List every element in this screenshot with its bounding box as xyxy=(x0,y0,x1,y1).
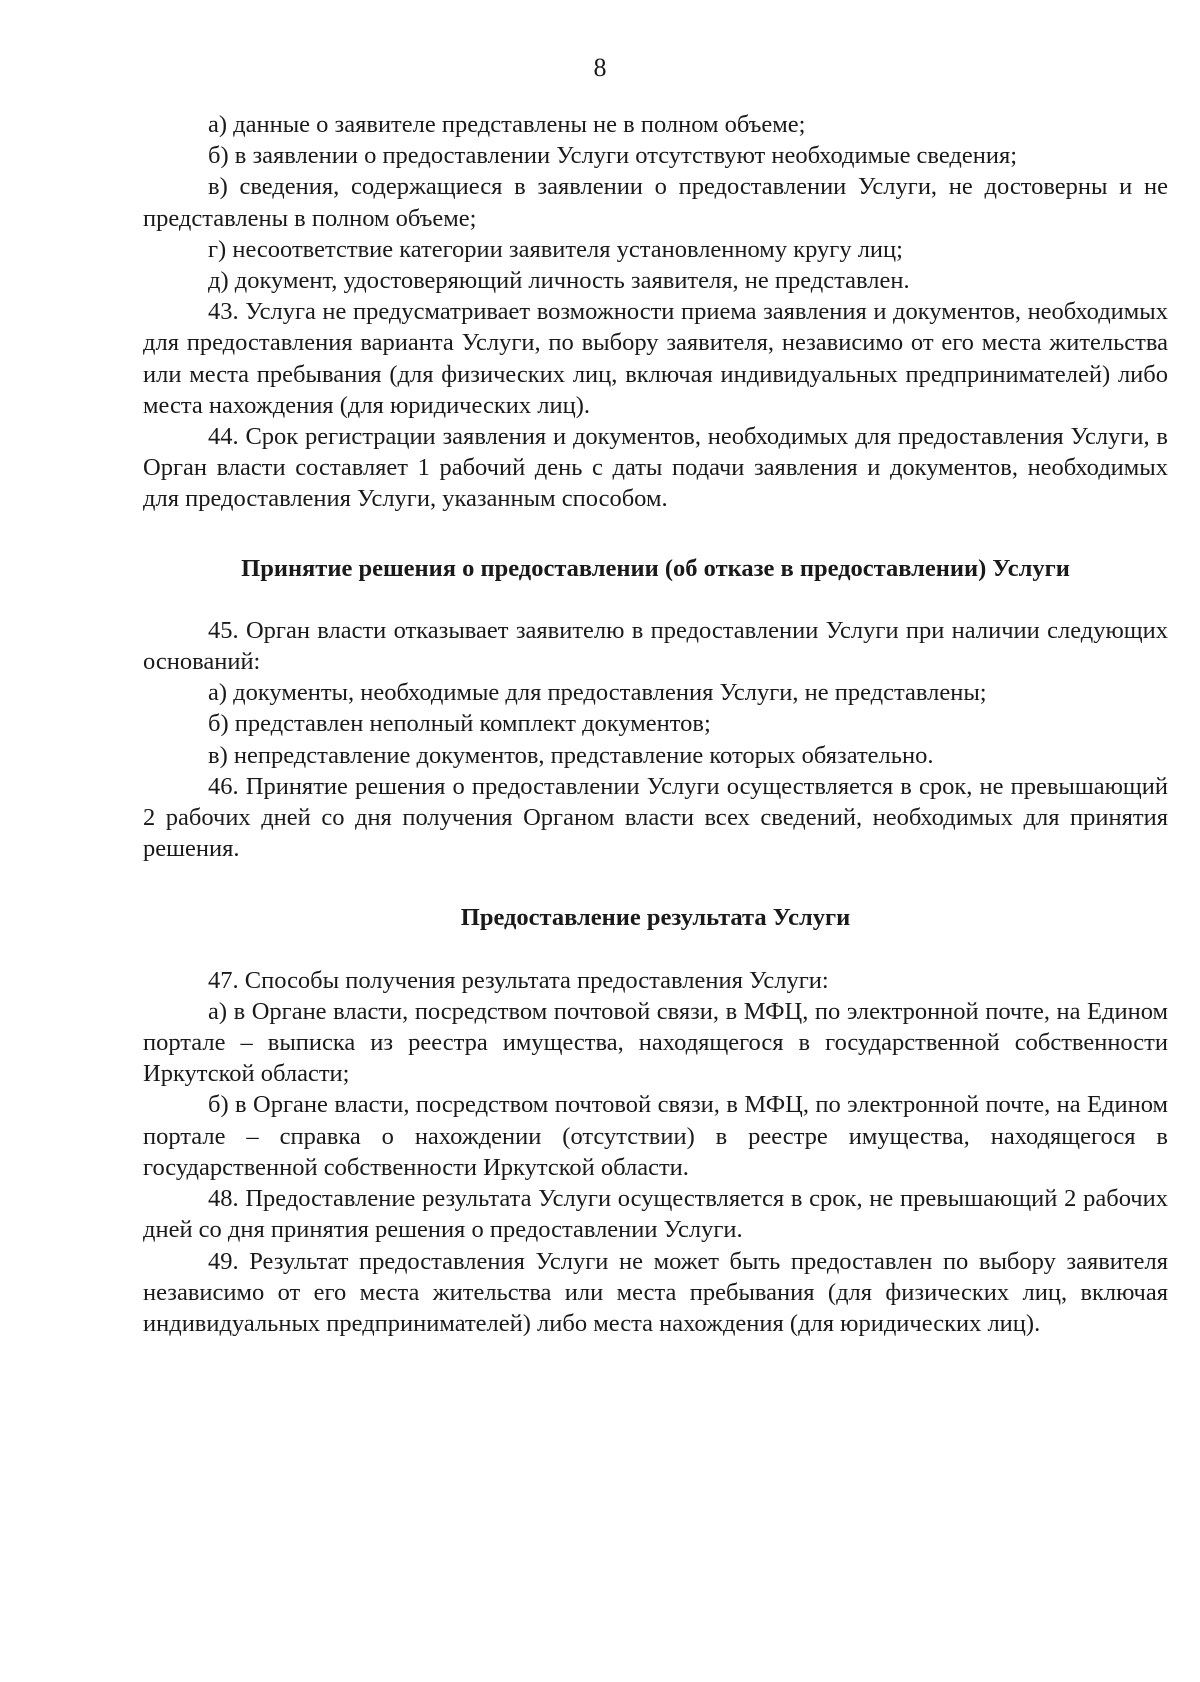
paragraph-46: 46. Принятие решения о предоставлении Услуги осуществляется в срок, не превышающий 2 рабочих дней со дня получения Органом власти всех сведений, необходимых для принятия решения. xyxy=(143,772,1168,863)
page-number: 8 xyxy=(593,53,607,82)
paragraph-45-a: а) документы, необходимые для предоставления Услуги, не представлены; xyxy=(208,679,987,707)
paragraph-44: 44. Срок регистрации заявления и документов, необходимых для предоставления Услуги, в Орган власти составляет 1 рабочий день с даты подачи заявления и документов, необходимых для предоставления Услуги, указанным способом. xyxy=(143,423,1168,513)
paragraph-47: 47. Способы получения результата предоставления Услуги: xyxy=(208,966,829,994)
paragraph-a-incomplete-data: а) данные о заявителе представлены не в полном объеме; xyxy=(208,111,806,138)
paragraph-47-a: а) в Органе власти, посредством почтовой связи, в МФЦ, по электронной почте, на Едином портале – выписка из реестра имущества, находящегося в государственной собственности Иркутской области; xyxy=(143,997,1168,1088)
paragraph-b-missing-info: б) в заявлении о предоставлении Услуги отсутствуют необходимые сведения; xyxy=(208,142,1018,170)
paragraph-45-v: в) непредставление документов, представление которых обязательно. xyxy=(208,741,934,769)
paragraph-45-b: б) представлен неполный комплект документов; xyxy=(208,710,711,738)
section-heading-result: Предоставление результата Услуги xyxy=(460,904,851,932)
paragraph-43: 43. Услуга не предусматривает возможности приема заявления и документов, необходимых для предоставления варианта Услуги, по выбору заявителя, независимо от его места жительства или места пребывания (для физических лиц, включая индивидуальных предпринимателей) либо места нахождения (для юридических лиц). xyxy=(143,298,1168,419)
paragraph-47-b: б) в Органе власти, посредством почтовой связи, в МФЦ, по электронной почте, на Едином портале – справка о нахождении (отсутствии) в реестре имущества, находящегося в государственной собственности Иркутской области. xyxy=(143,1091,1168,1181)
paragraph-45: 45. Орган власти отказывает заявителю в предоставлении Услуги при наличии следующих оснований: xyxy=(143,616,1168,676)
paragraph-v-unreliable-info: в) сведения, содержащиеся в заявлении о предоставлении Услуги, не достоверны и не представлены в полном объеме; xyxy=(143,173,1168,232)
paragraph-d-no-id-document: д) документ, удостоверяющий личность заявителя, не представлен. xyxy=(208,267,910,295)
paragraph-48: 48. Предоставление результата Услуги осуществляется в срок, не превышающий 2 рабочих дней со дня принятия решения о предоставлении Услуги. xyxy=(143,1185,1168,1244)
paragraph-49: 49. Результат предоставления Услуги не может быть предоставлен по выбору заявителя независимо от его места жительства или места пребывания (для физических лиц, включая индивидуальных предпринимателей) либо места нахождения (для юридических лиц). xyxy=(143,1247,1168,1337)
document-body xyxy=(143,109,1168,1339)
paragraph-g-category-mismatch: г) несоответствие категории заявителя установленному кругу лиц; xyxy=(208,235,903,263)
section-heading-decision: Принятие решения о предоставлении (об отказе в предоставлении) Услуги xyxy=(241,554,1070,582)
